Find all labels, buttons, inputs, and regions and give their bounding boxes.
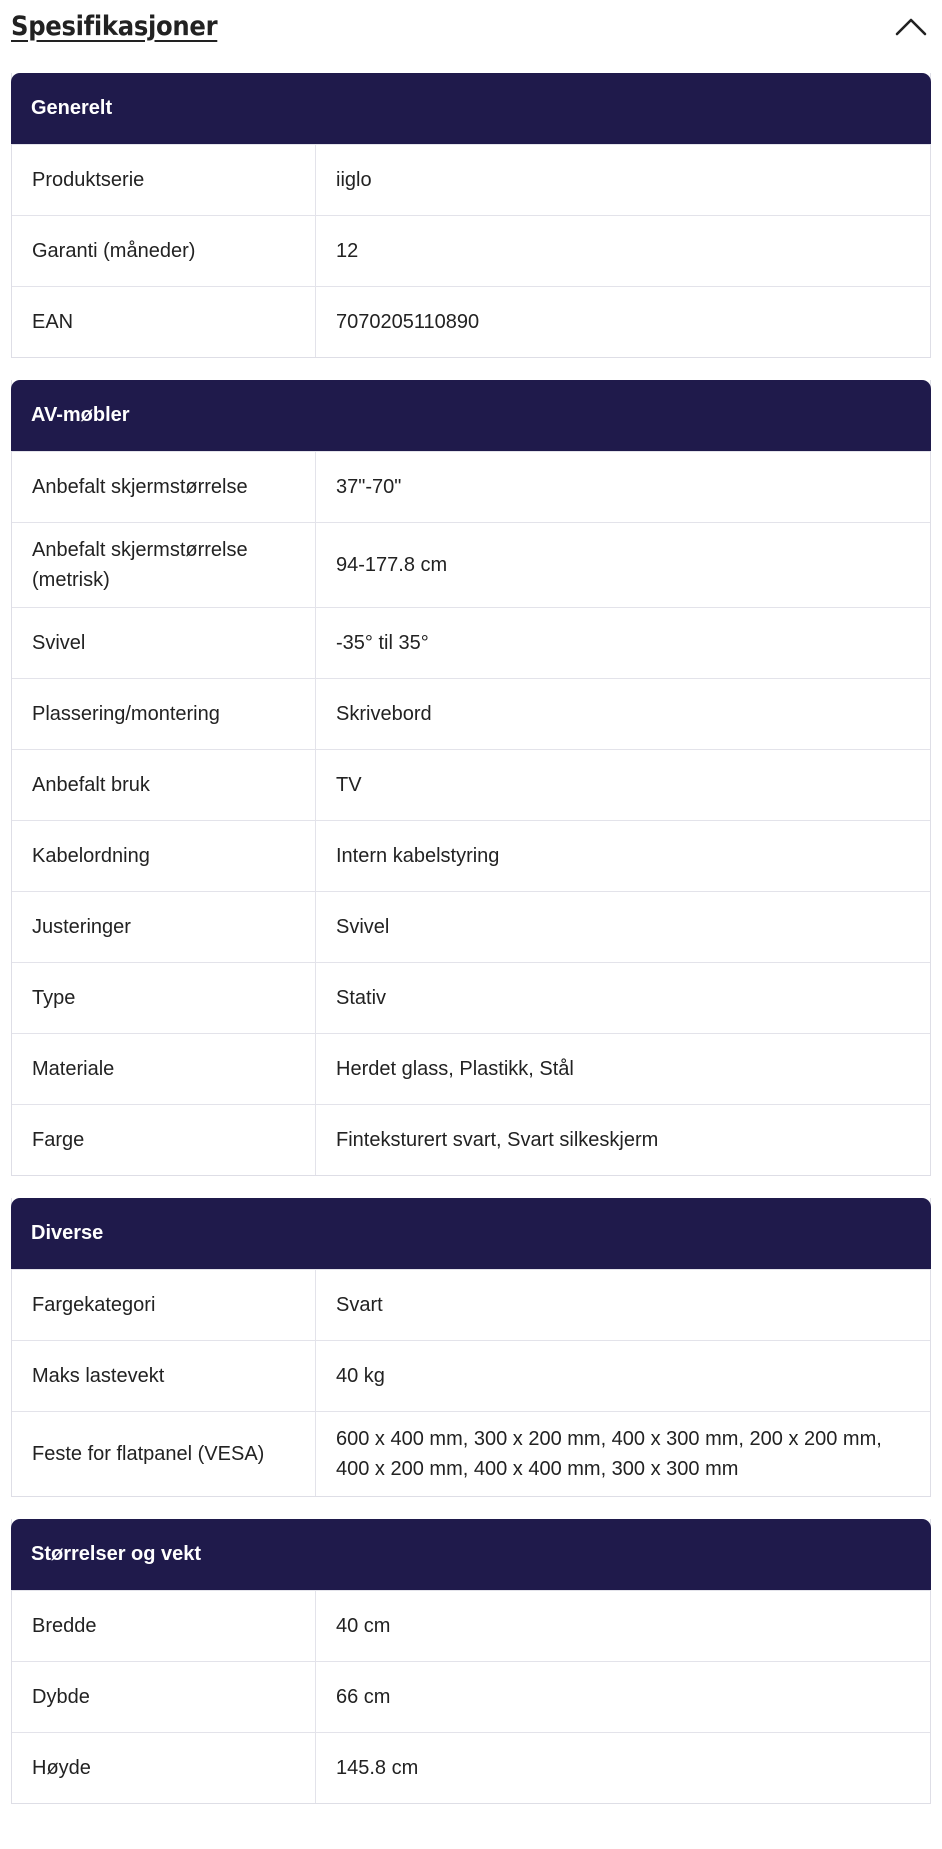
spec-label: Justeringer: [12, 892, 316, 962]
spec-value: Stativ: [336, 987, 387, 1009]
spec-row: [12, 1732, 930, 1803]
spec-label: Garanti (måneder): [12, 216, 316, 286]
spec-row: [12, 144, 930, 215]
spec-row: [12, 962, 930, 1033]
section-title: Diverse: [11, 1198, 931, 1269]
spec-label: Bredde: [12, 1591, 316, 1661]
spec-row: [12, 522, 930, 607]
spec-value: 12: [336, 240, 359, 262]
spec-row: [12, 1104, 930, 1175]
spec-value: Svart: [336, 1294, 383, 1316]
spec-label: Type: [12, 963, 316, 1033]
spec-label: Kabelordning: [12, 821, 316, 891]
spec-section: [11, 380, 931, 1176]
spec-value: TV: [336, 774, 362, 796]
spec-row: [12, 820, 930, 891]
spec-label: Dybde: [12, 1662, 316, 1732]
spec-value: Intern kabelstyring: [336, 845, 500, 867]
spec-value: 37"-70": [336, 476, 402, 498]
spec-value: Finteksturert svart, Svart silkeskjerm: [336, 1129, 659, 1151]
spec-label: Anbefalt bruk: [12, 750, 316, 820]
spec-row: [12, 607, 930, 678]
spec-row: [12, 1411, 930, 1496]
spec-section: [11, 1198, 931, 1497]
spec-row: [12, 451, 930, 522]
spec-value: 66 cm: [336, 1686, 391, 1708]
spec-row: [12, 1033, 930, 1104]
spec-value: 7070205110890: [336, 311, 480, 333]
spec-row: [12, 749, 930, 820]
spec-section: [11, 1519, 931, 1804]
spec-label: Produktserie: [12, 145, 316, 215]
spec-label: Maks lastevekt: [12, 1341, 316, 1411]
spec-value: Skrivebord: [336, 703, 432, 725]
spec-value: 600 x 400 mm, 300 x 200 mm, 400 x 300 mm, 200 x 200 mm, 400 x 200 mm, 400 x 400 mm, 300 x 300 mm: [336, 1428, 882, 1480]
spec-value: 40 cm: [336, 1615, 391, 1637]
spec-row: [12, 678, 930, 749]
spec-value: iiglo: [336, 169, 372, 191]
spec-value: Svivel: [336, 916, 390, 938]
spec-label: Svivel: [12, 608, 316, 678]
spec-label: Farge: [12, 1105, 316, 1175]
section-title: Størrelser og vekt: [11, 1519, 931, 1590]
spec-label: Anbefalt skjermstørrelse: [12, 452, 316, 522]
specifications-header[interactable]: [11, 0, 931, 52]
spec-value: -35° til 35°: [336, 632, 429, 654]
spec-row: [12, 891, 930, 962]
page-title[interactable]: Spesifikasjoner: [11, 10, 218, 42]
spec-value: 94-177.8 cm: [336, 554, 448, 576]
spec-row: [12, 1661, 930, 1732]
spec-section: [11, 73, 931, 358]
spec-row: [12, 1269, 930, 1340]
spec-label: Høyde: [12, 1733, 316, 1803]
spec-label: Materiale: [12, 1034, 316, 1104]
spec-row: [12, 286, 930, 357]
spec-label: EAN: [12, 287, 316, 357]
spec-label: Feste for flatpanel (VESA): [12, 1412, 316, 1496]
spec-value: 145.8 cm: [336, 1757, 419, 1779]
spec-row: [12, 1340, 930, 1411]
spec-row: [12, 215, 930, 286]
spec-value: 40 kg: [336, 1365, 385, 1387]
section-title: AV-møbler: [11, 380, 931, 451]
spec-label: Fargekategori: [12, 1270, 316, 1340]
spec-label: Plassering/montering: [12, 679, 316, 749]
spec-row: [12, 1590, 930, 1661]
spec-label: Anbefalt skjermstørrelse (metrisk): [12, 523, 316, 607]
chevron-up-icon[interactable]: [891, 6, 931, 46]
section-title: Generelt: [11, 73, 931, 144]
spec-value: Herdet glass, Plastikk, Stål: [336, 1058, 574, 1080]
